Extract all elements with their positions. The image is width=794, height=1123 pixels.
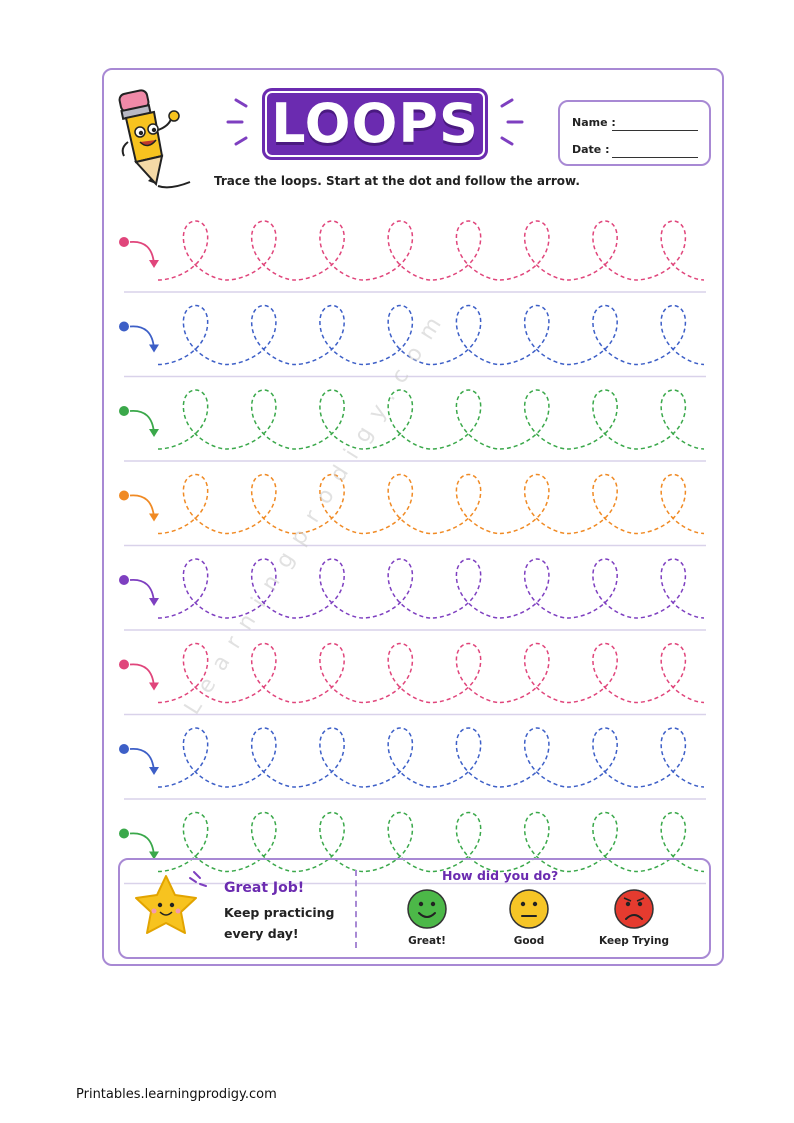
start-dot xyxy=(119,744,129,754)
tracing-row xyxy=(119,728,706,799)
tracing-row xyxy=(119,644,706,715)
date-label: Date : xyxy=(572,143,610,156)
great-job-heading: Great Job! xyxy=(224,880,305,896)
source-url: Printables.learningprodigy.com xyxy=(76,1087,277,1102)
dashed-loop-path xyxy=(158,644,704,703)
arrow-head-icon xyxy=(149,683,159,691)
tracing-row xyxy=(119,221,706,292)
instructions-text: Trace the loops. Start at the dot and follow the arrow. xyxy=(214,174,580,188)
every-day-text: every day! xyxy=(224,926,299,941)
footer-divider xyxy=(355,870,357,948)
name-label: Name : xyxy=(572,116,616,129)
arrow-head-icon xyxy=(149,429,159,437)
dashed-loop-path xyxy=(158,475,704,534)
start-dot xyxy=(119,322,129,332)
dashed-loop-path xyxy=(158,728,704,787)
start-dot xyxy=(119,575,129,585)
arrow-head-icon xyxy=(149,345,159,353)
dashed-loop-path xyxy=(158,559,704,618)
dashed-loop-path xyxy=(158,221,704,280)
dashed-loop-path xyxy=(158,306,704,365)
arrow-head-icon xyxy=(149,514,159,522)
face-label-keep-trying: Keep Trying xyxy=(599,935,669,947)
tracing-row xyxy=(119,306,706,377)
dashed-loop-path xyxy=(158,390,704,449)
arrow-head-icon xyxy=(149,598,159,606)
tracing-row xyxy=(119,559,706,630)
tracing-row xyxy=(119,475,706,546)
page-title: LOOPS xyxy=(271,92,479,155)
start-dot xyxy=(119,406,129,416)
arrow-head-icon xyxy=(149,767,159,775)
keep-practicing-text: Keep practicing xyxy=(224,905,335,920)
start-dot xyxy=(119,829,129,839)
tracing-row xyxy=(119,390,706,461)
face-label-great: Great! xyxy=(408,935,446,947)
watermark-text: Learningprodigy.com xyxy=(179,301,454,720)
start-dot xyxy=(119,237,129,247)
face-label-good: Good xyxy=(513,935,545,947)
how-did-you-do-heading: How did you do? xyxy=(442,868,559,883)
arrow-head-icon xyxy=(149,260,159,268)
start-dot xyxy=(119,491,129,501)
start-dot xyxy=(119,660,129,670)
